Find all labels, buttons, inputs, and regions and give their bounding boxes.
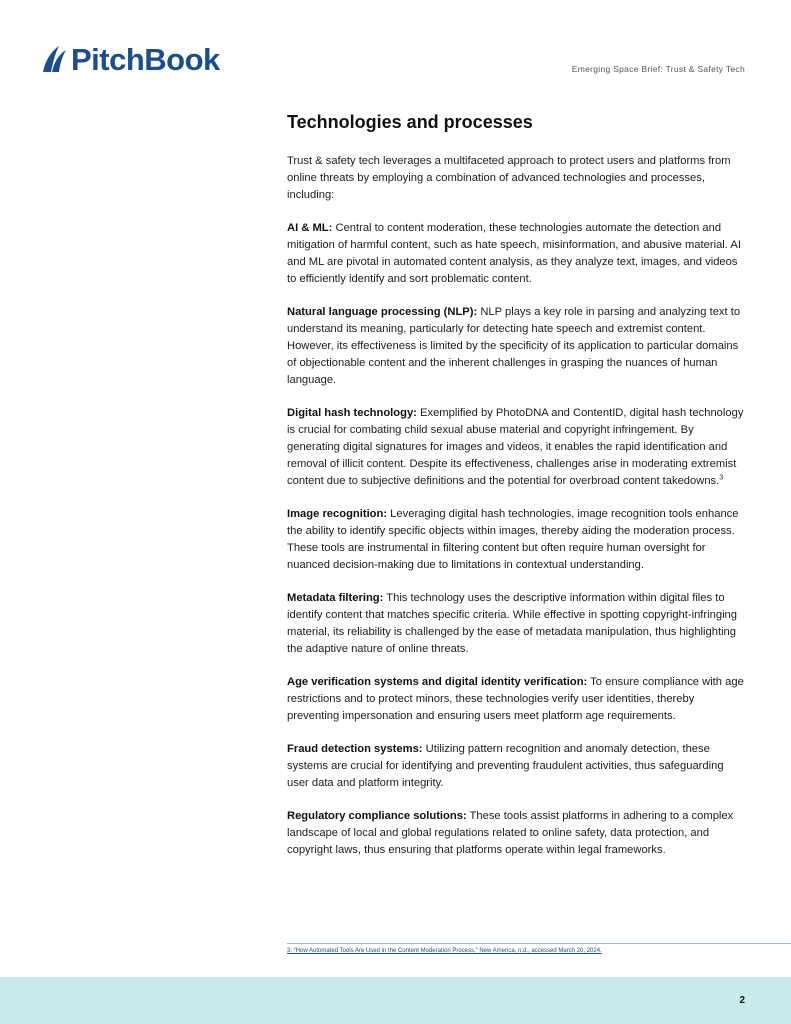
section-term: Fraud detection systems: — [287, 743, 423, 755]
section-text: Leveraging digital hash technologies, image recognition tools enhance the ability to identify specific objects within images, thereby aiding the moderation process. These tools are instrumental in filtering content but often require human oversight for nuanced decision-making due to limitations in contextual understanding. — [287, 508, 739, 571]
footnote-divider — [287, 943, 791, 944]
section-paragraph — [287, 741, 747, 792]
section-term: Regulatory compliance solutions: — [287, 810, 467, 822]
section-paragraph — [287, 808, 747, 859]
section-term: Natural language processing (NLP): — [287, 306, 478, 318]
section-text: These tools assist platforms in adhering to a complex landscape of local and global regulations related to online safety, data protection, and copyright laws, thus ensuring that platforms operate within legal frameworks. — [287, 810, 734, 856]
section-term: Metadata filtering: — [287, 592, 384, 604]
pitchbook-logo — [41, 42, 220, 76]
section-text: Exemplified by PhotoDNA and ContentID, digital hash technology is crucial for combating child sexual abuse material and copyright infringement. By generating digital signatures for images and videos, it enables the rapid identification and removal of illicit content. Despite its effectiveness, challenges arise in moderating extremist content due to subjective definitions and the potential for overbroad content takedowns. — [287, 407, 744, 487]
section-text: Central to content moderation, these technologies automate the detection and mitigation of harmful content, such as hate speech, misinformation, and abusive material. AI and ML are pivotal in automated content analysis, as they analyze text, images, and videos to efficiently identify and sort problematic content. — [287, 222, 741, 285]
footnote-marker[interactable]: 3 — [719, 474, 724, 482]
section-text: This technology uses the descriptive information within digital files to identify content that matches specific criteria. While effective in spotting copyright-infringing material, its reliability is challenged by the ease of metadata manipulation, thus highlighting the adaptive nature of online threats. — [287, 592, 737, 655]
section-term: AI & ML: — [287, 222, 333, 234]
section-text: NLP plays a key role in parsing and analyzing text to understand its meaning, particularly for detecting hate speech and extremist content. However, its effectiveness is limited by the specificity of its application to particular domains of objectionable content and the inherent challenges in grasping the nuances of human language. — [287, 306, 741, 386]
page-number: 2 — [739, 995, 745, 1006]
main-content — [287, 112, 747, 875]
section-paragraph — [287, 405, 747, 490]
section-paragraph — [287, 304, 747, 389]
intro-paragraph: Trust & safety tech leverages a multifaceted approach to protect users and platforms from online threats by employing a combination of advanced technologies and processes, including: — [287, 155, 731, 201]
pitchbook-leaf-icon — [41, 44, 68, 74]
footnote-link[interactable]: 3: “How Automated Tools Are Used in the Content Moderation Process,” New America, n.d., accessed March 20, 2024. — [287, 948, 602, 954]
brief-label: Emerging Space Brief: Trust & Safety Tech — [571, 64, 745, 74]
section-paragraph — [287, 506, 747, 574]
page-title: Technologies and processes — [287, 112, 533, 132]
section-term: Age verification systems and digital identity verification: — [287, 676, 588, 688]
section-paragraph — [287, 220, 747, 288]
section-text: Utilizing pattern recognition and anomaly detection, these systems are crucial for identifying and preventing fraudulent activities, thus safeguarding user data and platform integrity. — [287, 743, 724, 789]
logo-text: PitchBook — [71, 41, 220, 77]
footer-band — [0, 977, 791, 1024]
section-paragraph — [287, 674, 747, 725]
section-text: To ensure compliance with age restrictions and to protect minors, these technologies verify user identities, thereby preventing impersonation and ensuring users meet platform age requirements. — [287, 676, 744, 722]
section-paragraph — [287, 590, 747, 658]
section-term: Image recognition: — [287, 508, 388, 520]
section-term: Digital hash technology: — [287, 407, 417, 419]
